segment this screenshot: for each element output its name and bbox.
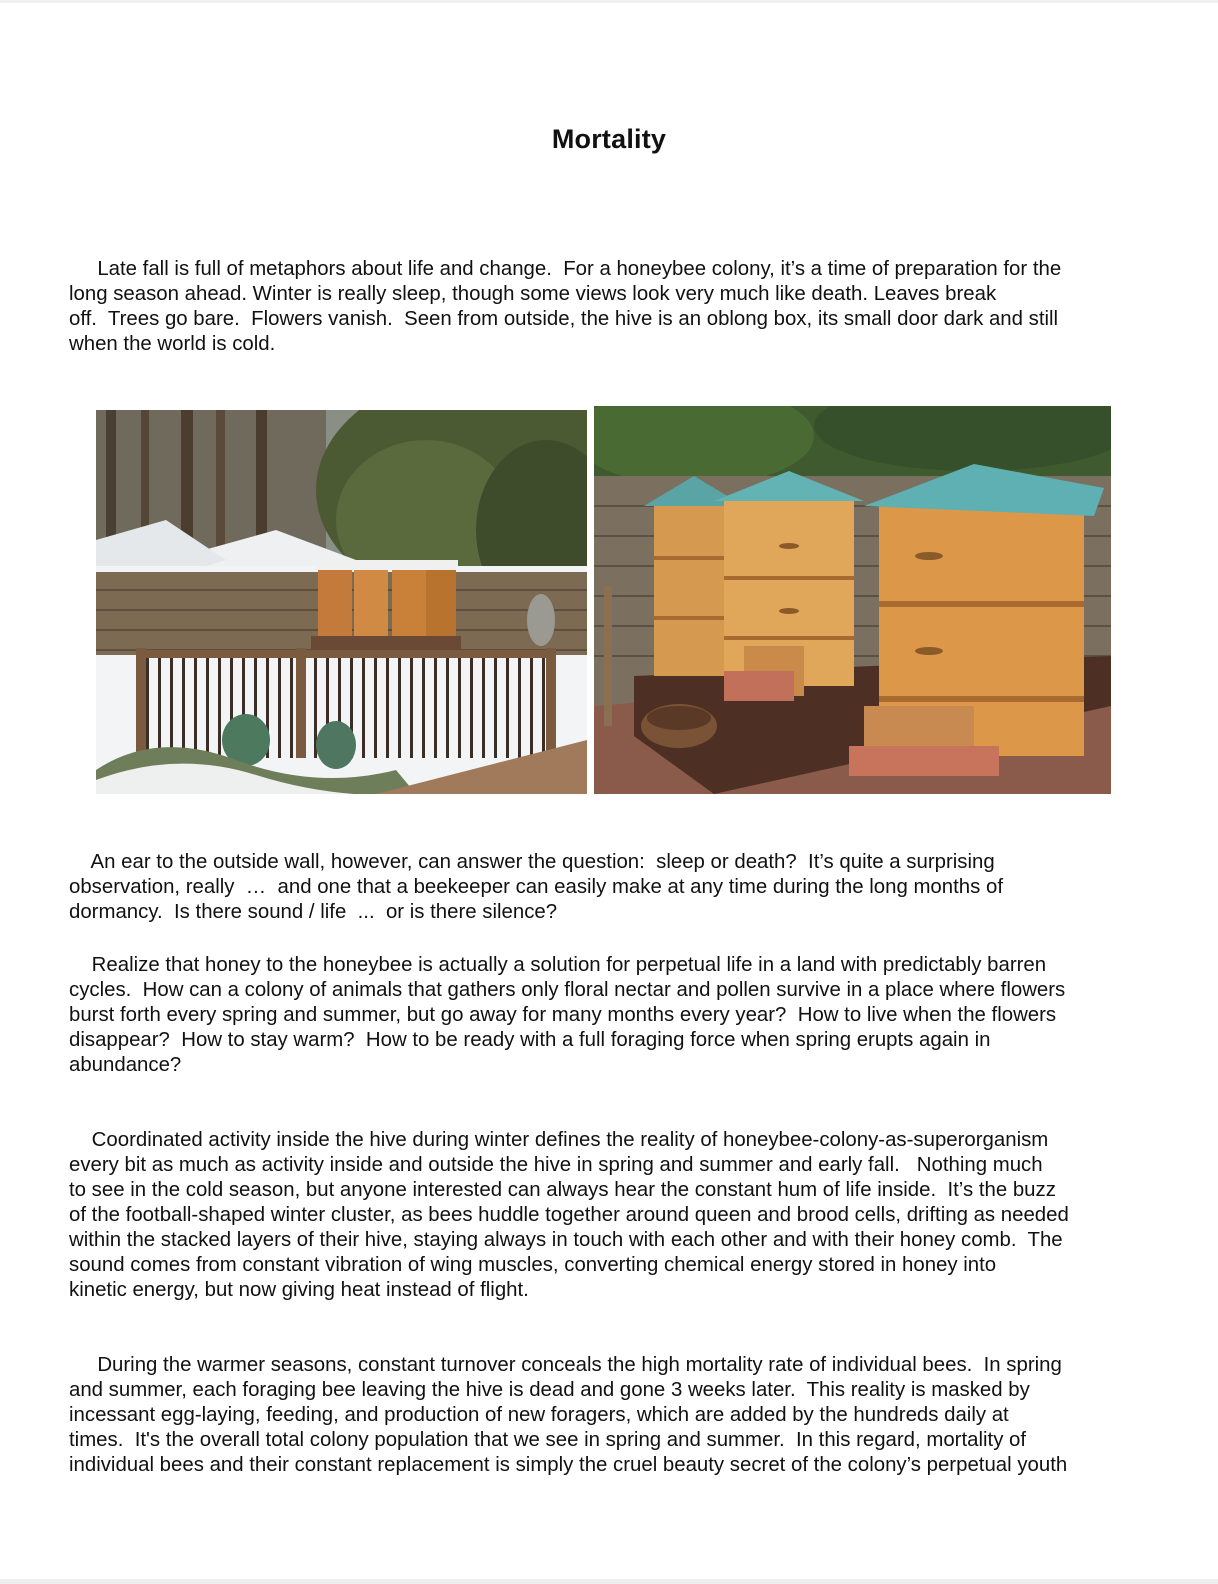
- paragraph-line: when the world is cold.: [69, 333, 276, 355]
- paragraph-line: abundance?: [69, 1054, 182, 1076]
- paragraph-1: [69, 257, 1149, 357]
- paragraph-line: every bit as much as activity inside and outside the hive in spring and summer and early fall. Nothing much: [69, 1154, 1043, 1176]
- paragraph-3: [69, 953, 1149, 1078]
- paragraph-line: Coordinated activity inside the hive during winter defines the reality of honeybee-colony-as-superorganism: [69, 1129, 1049, 1151]
- paragraph-line: long season ahead. Winter is really sleep, though some views look very much like death. Leaves break: [69, 283, 997, 305]
- paragraph-line: dormancy. Is there sound / life ... or is there silence?: [69, 901, 558, 923]
- paragraph-line: sound comes from constant vibration of wing muscles, converting chemical energy stored in honey into: [69, 1254, 997, 1276]
- paragraph-line: disappear? How to stay warm? How to be ready with a full foraging force when spring erupts again in: [69, 1029, 991, 1051]
- paragraph-line: cycles. How can a colony of animals that gathers only floral nectar and pollen survive in a place where flowers: [69, 979, 1066, 1001]
- paragraph-4: [69, 1128, 1149, 1303]
- paragraph-line: off. Trees go bare. Flowers vanish. Seen from outside, the hive is an oblong box, its small door dark and still: [69, 308, 1059, 330]
- paragraph-line: An ear to the outside wall, however, can answer the question: sleep or death? It’s quite a surprising: [69, 851, 995, 873]
- paragraph-line: Late fall is full of metaphors about life and change. For a honeybee colony, it’s a time of preparation for the: [69, 258, 1062, 280]
- paragraph-line: kinetic energy, but now giving heat instead of flight.: [69, 1279, 529, 1301]
- three-beehives-photo: [594, 406, 1111, 794]
- paragraph-5: [69, 1353, 1149, 1478]
- page-title: Mortality: [551, 124, 667, 154]
- paragraph-line: times. It's the overall total colony population that we see in spring and summer. In this regard, mortality of: [69, 1429, 1027, 1451]
- page-top-edge: [0, 0, 1218, 3]
- paragraph-line: burst forth every spring and summer, but go away for many months every year? How to live when the flowers: [69, 1004, 1057, 1026]
- page-bottom-edge: [0, 1579, 1218, 1584]
- paragraph-line: During the warmer seasons, constant turnover conceals the high mortality rate of individual bees. In spring: [69, 1354, 1062, 1376]
- paragraph-line: Realize that honey to the honeybee is actually a solution for perpetual life in a land with predictably barren: [69, 954, 1047, 976]
- paragraph-line: observation, really … and one that a beekeeper can easily make at any time during the long months of: [69, 876, 1003, 898]
- paragraph-line: of the football-shaped winter cluster, as bees huddle together around queen and brood cells, drifting as needed: [69, 1204, 1069, 1226]
- snowy-apiary-photo: [96, 410, 587, 794]
- paragraph-line: incessant egg-laying, feeding, and production of new foragers, which are added by the hundreds daily at: [69, 1404, 1009, 1426]
- paragraph-line: to see in the cold season, but anyone interested can always hear the constant hum of life inside. It’s the buzz: [69, 1179, 1056, 1201]
- paragraph-line: within the stacked layers of their hive, staying always in touch with each other and with their honey comb. The: [69, 1229, 1063, 1251]
- paragraph-line: individual bees and their constant replacement is simply the cruel beauty secret of the colony’s perpetual youth: [69, 1454, 1068, 1476]
- paragraph-2: [69, 850, 1149, 925]
- paragraph-line: and summer, each foraging bee leaving the hive is dead and gone 3 weeks later. This reality is masked by: [69, 1379, 1030, 1401]
